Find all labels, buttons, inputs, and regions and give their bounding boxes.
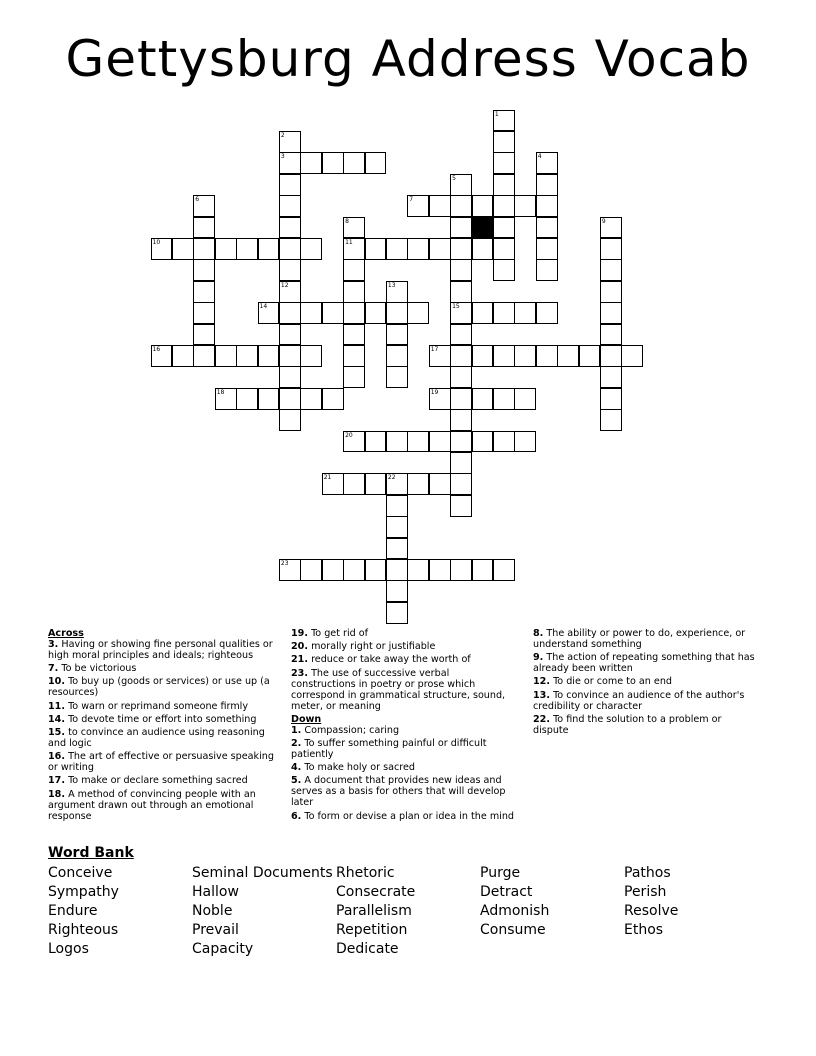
clue-down-6: 6. To form or devise a plan or idea in the mind bbox=[291, 810, 515, 822]
clue-number: 23 bbox=[280, 559, 289, 567]
crossword-cell[interactable] bbox=[493, 195, 515, 217]
crossword-cell[interactable] bbox=[236, 345, 258, 367]
crossword-cell[interactable] bbox=[365, 238, 387, 260]
crossword-cell[interactable] bbox=[621, 345, 643, 367]
clue-number: 14 bbox=[259, 303, 268, 311]
crossword-cell[interactable] bbox=[429, 473, 451, 495]
clue-across-20: 20. morally right or justifiable bbox=[291, 641, 436, 653]
clue-across-15: 15. to convince an audience using reasoning and logic bbox=[48, 726, 265, 749]
crossword-cell[interactable] bbox=[472, 431, 494, 453]
crossword-cell[interactable] bbox=[450, 238, 472, 260]
crossword-cell[interactable] bbox=[536, 195, 558, 217]
word-bank-word: Righteous bbox=[48, 922, 119, 938]
clue-number: 4 bbox=[537, 153, 542, 161]
crossword-cell[interactable] bbox=[514, 302, 536, 324]
crossword-cell[interactable] bbox=[493, 345, 515, 367]
crossword-cell[interactable] bbox=[429, 238, 451, 260]
clue-down-5: 5. A document that provides new ideas and serves as a basis for others that will develop later bbox=[291, 775, 506, 809]
clues-column-3 bbox=[533, 628, 758, 738]
crossword-cell[interactable] bbox=[536, 345, 558, 367]
crossword-cell[interactable] bbox=[472, 388, 494, 410]
crossword-cell[interactable] bbox=[236, 238, 258, 260]
crossword-cell[interactable] bbox=[472, 302, 494, 324]
clue-across-16: 16. The art of effective or persuasive speaking or writing bbox=[48, 751, 274, 774]
clue-number: 22 bbox=[387, 474, 396, 482]
crossword-cell[interactable] bbox=[600, 388, 622, 410]
clue-down-22: 22. To find the solution to a problem or dispute bbox=[533, 713, 722, 736]
crossword-cell[interactable] bbox=[151, 238, 173, 260]
clue-across-7: 7. To be victorious bbox=[48, 663, 137, 675]
clue-down-13: 13. To convince an audience of the author's credibility or character bbox=[533, 689, 745, 712]
word-bank-word: Sympathy bbox=[48, 884, 119, 900]
crossword-cell[interactable] bbox=[322, 302, 344, 324]
crossword-cell[interactable] bbox=[450, 324, 472, 346]
word-bank-word: Rhetoric bbox=[336, 865, 395, 881]
crossword-cell[interactable] bbox=[386, 302, 408, 324]
word-bank-column-4 bbox=[480, 864, 549, 940]
crossword-cell[interactable] bbox=[493, 217, 515, 239]
crossword-cell[interactable] bbox=[514, 345, 536, 367]
crossword-cell[interactable] bbox=[343, 366, 365, 388]
crossword-cell[interactable] bbox=[536, 217, 558, 239]
crossword-cell[interactable] bbox=[343, 431, 365, 453]
crossword-cell[interactable] bbox=[600, 302, 622, 324]
clue-number: 13 bbox=[387, 281, 396, 289]
crossword-cell[interactable] bbox=[536, 259, 558, 281]
crossword-cell[interactable] bbox=[450, 495, 472, 517]
crossword-cell[interactable] bbox=[493, 302, 515, 324]
crossword-cell[interactable] bbox=[279, 302, 301, 324]
crossword-cell[interactable] bbox=[322, 473, 344, 495]
crossword-cell[interactable] bbox=[215, 388, 237, 410]
crossword-cell[interactable] bbox=[536, 174, 558, 196]
clue-across-23: 23. The use of successive verbal constructions in poetry or prose which correspond in grammatical structure, sound, meter, or meaning bbox=[291, 667, 506, 712]
crossword-cell[interactable] bbox=[600, 324, 622, 346]
word-bank-word: Purge bbox=[480, 865, 521, 881]
clue-number: 3 bbox=[280, 153, 285, 161]
crossword-cell[interactable] bbox=[450, 388, 472, 410]
crossword-cell[interactable] bbox=[279, 324, 301, 346]
word-bank-column-3 bbox=[336, 864, 415, 959]
crossword-cell[interactable] bbox=[514, 195, 536, 217]
word-bank-word: Resolve bbox=[624, 903, 679, 919]
crossword-cell[interactable] bbox=[429, 559, 451, 581]
crossword-cell[interactable] bbox=[343, 559, 365, 581]
crossword-cell[interactable] bbox=[514, 431, 536, 453]
clue-number: 6 bbox=[195, 196, 200, 204]
crossword-cell[interactable] bbox=[365, 559, 387, 581]
word-bank-word: Conceive bbox=[48, 865, 113, 881]
crossword-cell[interactable] bbox=[365, 302, 387, 324]
crossword-cell[interactable] bbox=[215, 345, 237, 367]
crossword-cell[interactable] bbox=[365, 431, 387, 453]
crossword-cell[interactable] bbox=[600, 281, 622, 303]
clue-across-11: 11. To warn or reprimand someone firmly bbox=[48, 700, 249, 712]
crossword-cell[interactable] bbox=[279, 388, 301, 410]
crossword-cell[interactable] bbox=[386, 473, 408, 495]
crossword-cell[interactable] bbox=[279, 366, 301, 388]
crossword-cell[interactable] bbox=[236, 388, 258, 410]
crossword-cell[interactable] bbox=[193, 281, 215, 303]
crossword-cell[interactable] bbox=[343, 152, 365, 174]
crossword-cell[interactable] bbox=[343, 281, 365, 303]
crossword-cell[interactable] bbox=[343, 345, 365, 367]
clue-number: 20 bbox=[345, 431, 353, 439]
word-bank-word: Logos bbox=[48, 941, 89, 957]
crossword-cell[interactable] bbox=[386, 538, 408, 560]
word-bank-word: Consecrate bbox=[336, 884, 416, 900]
word-bank-word: Dedicate bbox=[336, 941, 399, 957]
crossword-cell[interactable] bbox=[493, 152, 515, 174]
crossword-cell[interactable] bbox=[322, 388, 344, 410]
crossword-cell[interactable] bbox=[472, 238, 494, 260]
crossword-cell[interactable] bbox=[343, 238, 365, 260]
crossword-cell[interactable] bbox=[343, 302, 365, 324]
clue-number: 12 bbox=[280, 281, 289, 289]
clue-number: 19 bbox=[430, 388, 439, 396]
crossword-cell[interactable] bbox=[279, 559, 301, 581]
word-bank-column-1 bbox=[48, 864, 119, 959]
crossword-cell[interactable] bbox=[343, 473, 365, 495]
crossword-cell[interactable] bbox=[450, 409, 472, 431]
word-bank-word: Pathos bbox=[624, 865, 671, 881]
crossword-cell[interactable] bbox=[429, 195, 451, 217]
clue-number: 8 bbox=[345, 217, 349, 225]
crossword-cell[interactable] bbox=[193, 324, 215, 346]
crossword-cell[interactable] bbox=[258, 345, 280, 367]
across-header: Across bbox=[48, 628, 84, 639]
crossword-cell[interactable] bbox=[172, 238, 194, 260]
crossword-cell[interactable] bbox=[450, 559, 472, 581]
clue-number: 1 bbox=[494, 110, 499, 118]
word-bank-word: Endure bbox=[48, 903, 98, 919]
crossword-cell[interactable] bbox=[407, 431, 429, 453]
crossword-cell[interactable] bbox=[450, 195, 472, 217]
crossword-cell[interactable] bbox=[193, 195, 215, 217]
word-bank-column-2 bbox=[192, 864, 333, 959]
clue-across-19: 19. To get rid of bbox=[291, 628, 369, 639]
crossword-cell[interactable] bbox=[279, 409, 301, 431]
crossword-cell[interactable] bbox=[300, 559, 322, 581]
crossword-cell[interactable] bbox=[450, 431, 472, 453]
word-bank-word: Perish bbox=[624, 884, 667, 900]
black-square bbox=[472, 217, 494, 239]
crossword-cell[interactable] bbox=[450, 302, 472, 324]
clue-across-14: 14. To devote time or effort into something bbox=[48, 713, 257, 725]
crossword-cell[interactable] bbox=[493, 559, 515, 581]
crossword-cell[interactable] bbox=[386, 559, 408, 581]
crossword-cell[interactable] bbox=[279, 217, 301, 239]
crossword-cell[interactable] bbox=[450, 345, 472, 367]
crossword-cell[interactable] bbox=[365, 152, 387, 174]
clue-number: 2 bbox=[280, 131, 285, 139]
clue-number: 17 bbox=[430, 345, 439, 353]
clue-number: 16 bbox=[152, 345, 161, 353]
crossword-cell[interactable] bbox=[386, 431, 408, 453]
crossword-cell[interactable] bbox=[172, 345, 194, 367]
clue-down-9: 9. The action of repeating something that has already been written bbox=[533, 652, 755, 675]
crossword-cell[interactable] bbox=[258, 238, 280, 260]
crossword-cell[interactable] bbox=[322, 152, 344, 174]
crossword-cell[interactable] bbox=[300, 238, 322, 260]
crossword-cell[interactable] bbox=[322, 559, 344, 581]
crossword-cell[interactable] bbox=[450, 174, 472, 196]
clue-across-3: 3. Having or showing fine personal qualities or high moral principles and ideals; righteous bbox=[48, 639, 273, 661]
clue-across-10: 10. To buy up (goods or services) or use up (a resources) bbox=[48, 676, 270, 699]
crossword-cell[interactable] bbox=[407, 238, 429, 260]
clue-number: 21 bbox=[323, 474, 332, 482]
word-bank-word: Consume bbox=[480, 922, 546, 938]
word-bank-word: Capacity bbox=[192, 941, 254, 957]
crossword-cell[interactable] bbox=[450, 452, 472, 474]
crossword-cell[interactable] bbox=[472, 195, 494, 217]
crossword-cell[interactable] bbox=[450, 259, 472, 281]
crossword-cell[interactable] bbox=[343, 324, 365, 346]
clue-down-2: 2. To suffer something painful or difficult patiently bbox=[291, 737, 487, 760]
crossword-cell[interactable] bbox=[193, 302, 215, 324]
crossword-cell[interactable] bbox=[450, 366, 472, 388]
word-bank-word: Prevail bbox=[192, 922, 239, 938]
crossword-cell[interactable] bbox=[343, 217, 365, 239]
word-bank-word: Detract bbox=[480, 884, 533, 900]
crossword-cell[interactable] bbox=[279, 345, 301, 367]
clue-down-1: 1. Compassion; caring bbox=[291, 724, 400, 736]
word-bank-word: Admonish bbox=[480, 903, 550, 919]
clue-down-4: 4. To make holy or sacred bbox=[291, 762, 416, 774]
crossword-cell[interactable] bbox=[215, 238, 237, 260]
word-bank-word: Parallelism bbox=[336, 903, 412, 919]
crossword-cell[interactable] bbox=[365, 473, 387, 495]
crossword-cell[interactable] bbox=[279, 152, 301, 174]
word-bank-word: Hallow bbox=[192, 884, 239, 900]
clue-down-8: 8. The ability or power to do, experience, or understand something bbox=[533, 628, 746, 650]
clue-across-17: 17. To make or declare something sacred bbox=[48, 775, 248, 787]
word-bank-word: Ethos bbox=[624, 922, 664, 938]
clue-number: 11 bbox=[345, 238, 353, 246]
crossword-cell[interactable] bbox=[151, 345, 173, 367]
crossword-cell[interactable] bbox=[429, 388, 451, 410]
crossword-cell[interactable] bbox=[600, 409, 622, 431]
crossword-cell[interactable] bbox=[386, 324, 408, 346]
crossword-cell[interactable] bbox=[193, 259, 215, 281]
clue-across-18: 18. A method of convincing people with an argument drawn out through an emotional response bbox=[48, 788, 256, 822]
crossword-cell[interactable] bbox=[600, 238, 622, 260]
crossword-cell[interactable] bbox=[279, 281, 301, 303]
crossword-cell[interactable] bbox=[536, 152, 558, 174]
crossword-cell[interactable] bbox=[557, 345, 579, 367]
word-bank-column-5 bbox=[624, 864, 678, 940]
crossword-cell[interactable] bbox=[300, 345, 322, 367]
crossword-cell[interactable] bbox=[386, 602, 408, 624]
clue-number: 18 bbox=[216, 388, 225, 396]
crossword-cell[interactable] bbox=[386, 345, 408, 367]
crossword-cell[interactable] bbox=[493, 174, 515, 196]
crossword-cell[interactable] bbox=[493, 431, 515, 453]
crossword-cell[interactable] bbox=[386, 238, 408, 260]
word-bank-word: Seminal Documents bbox=[192, 865, 333, 881]
clue-number: 10 bbox=[152, 238, 161, 246]
crossword-cell[interactable] bbox=[386, 580, 408, 602]
crossword-cell[interactable] bbox=[493, 238, 515, 260]
crossword-cell[interactable] bbox=[579, 345, 601, 367]
crossword-cell[interactable] bbox=[450, 281, 472, 303]
crossword-cell[interactable] bbox=[600, 217, 622, 239]
word-bank-word: Noble bbox=[192, 903, 233, 919]
crossword-cell[interactable] bbox=[386, 516, 408, 538]
crossword-cell[interactable] bbox=[600, 259, 622, 281]
clue-number: 7 bbox=[409, 196, 414, 204]
clue-number: 15 bbox=[452, 303, 460, 311]
down-header: Down bbox=[291, 713, 322, 725]
crossword-cell[interactable] bbox=[493, 259, 515, 281]
crossword-cell[interactable] bbox=[193, 238, 215, 260]
crossword-cell[interactable] bbox=[279, 131, 301, 153]
crossword-cell[interactable] bbox=[386, 495, 408, 517]
crossword-cell[interactable] bbox=[279, 238, 301, 260]
crossword-cell[interactable] bbox=[258, 302, 280, 324]
crossword-cell[interactable] bbox=[386, 281, 408, 303]
crossword-cell[interactable] bbox=[407, 473, 429, 495]
crossword-cell[interactable] bbox=[300, 152, 322, 174]
crossword-cell[interactable] bbox=[429, 431, 451, 453]
crossword-cell[interactable] bbox=[472, 559, 494, 581]
clues-column-2 bbox=[291, 628, 516, 824]
crossword-cell[interactable] bbox=[407, 302, 429, 324]
crossword-cell[interactable] bbox=[407, 559, 429, 581]
clues-column-1 bbox=[48, 628, 280, 824]
crossword-cell[interactable] bbox=[300, 302, 322, 324]
crossword-cell[interactable] bbox=[279, 174, 301, 196]
clue-number: 9 bbox=[601, 217, 606, 225]
clue-down-12: 12. To die or come to an end bbox=[533, 676, 672, 688]
clue-across-21: 21. reduce or take away the worth of bbox=[291, 654, 471, 666]
crossword-cell[interactable] bbox=[536, 238, 558, 260]
crossword-cell[interactable] bbox=[600, 366, 622, 388]
crossword-cell[interactable] bbox=[536, 302, 558, 324]
crossword-cell[interactable] bbox=[258, 388, 280, 410]
crossword-cell[interactable] bbox=[600, 345, 622, 367]
crossword-cell[interactable] bbox=[407, 195, 429, 217]
crossword-cell[interactable] bbox=[279, 195, 301, 217]
crossword-cell[interactable] bbox=[493, 110, 515, 132]
crossword-cell[interactable] bbox=[279, 259, 301, 281]
crossword-cell[interactable] bbox=[193, 345, 215, 367]
crossword-cell[interactable] bbox=[514, 388, 536, 410]
clue-number: 5 bbox=[452, 174, 456, 182]
word-bank-title: Word Bank bbox=[48, 845, 134, 861]
crossword-cell[interactable] bbox=[472, 345, 494, 367]
crossword-cell[interactable] bbox=[493, 388, 515, 410]
crossword-cell[interactable] bbox=[450, 217, 472, 239]
crossword-cell[interactable] bbox=[450, 473, 472, 495]
crossword-cell[interactable] bbox=[429, 345, 451, 367]
word-bank-word: Repetition bbox=[336, 922, 408, 938]
crossword-cell[interactable] bbox=[193, 217, 215, 239]
crossword-cell[interactable] bbox=[493, 131, 515, 153]
crossword-cell[interactable] bbox=[386, 366, 408, 388]
crossword-cell[interactable] bbox=[343, 259, 365, 281]
crossword-cell[interactable] bbox=[300, 388, 322, 410]
page-title: Gettysburg Address Vocab bbox=[65, 30, 751, 88]
